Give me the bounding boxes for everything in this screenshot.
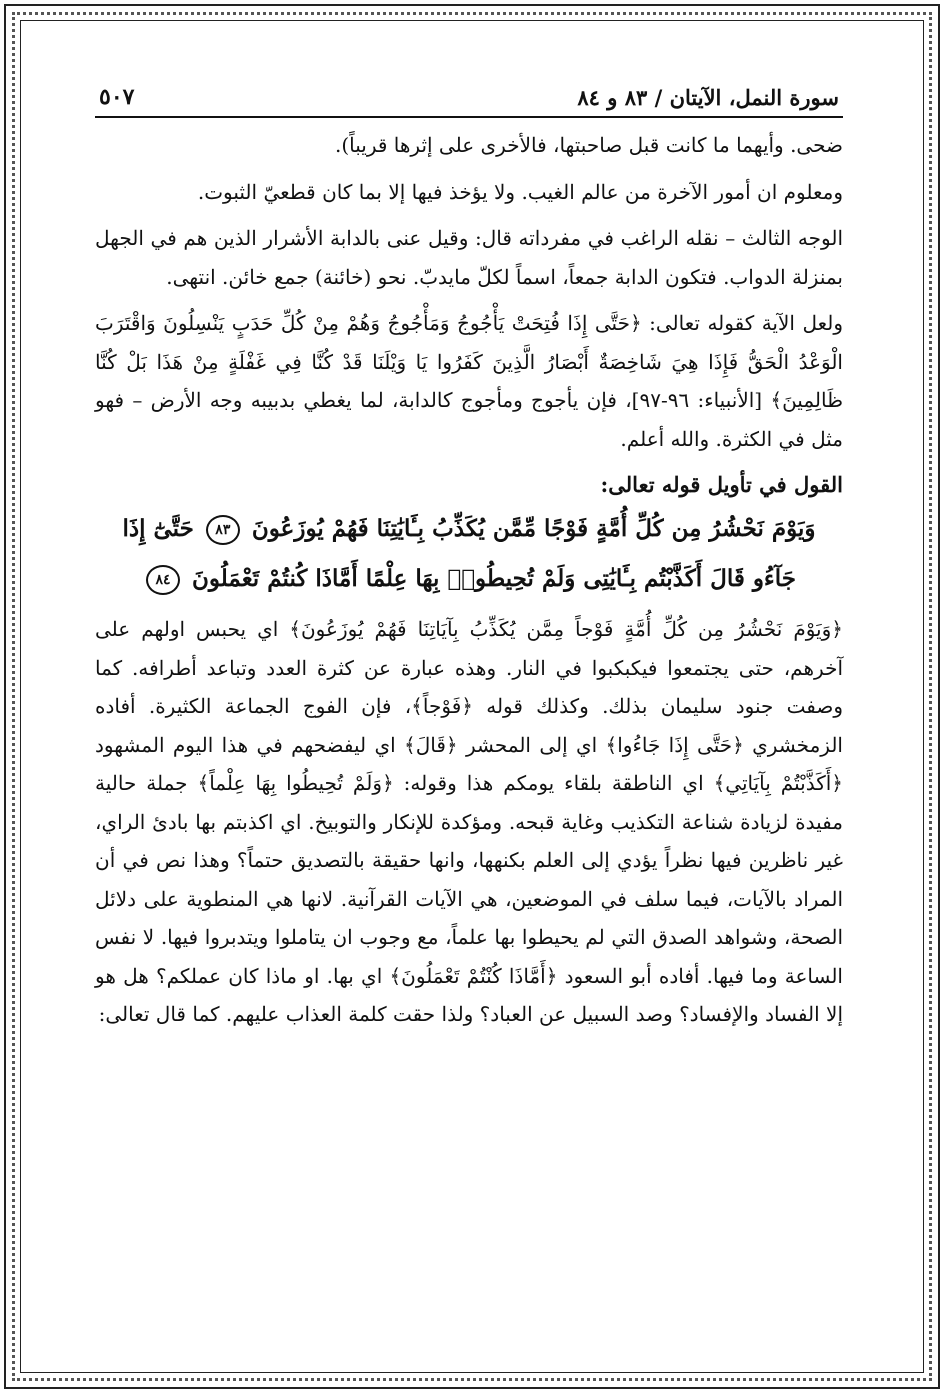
paragraph-4: ولعل الآية كقوله تعالى: ﴿حَتَّى إِذَا فُتِحَتْ يَأْجُوجُ وَمَأْجُوجُ وَهُمْ مِنْ كُلِّ حَدَبٍ يَنْسِلُونَ وَاقْتَرَبَ الْوَعْدُ الْحَقُّ فَإِذَا هِيَ شَاخِصَةٌ أَبْصَارُ الَّذِينَ كَفَرُوا يَا وَيْلَنَا قَدْ كُنَّا فِي غَفْلَةٍ مِنْ هَذَا بَلْ كُنَّا ظَالِمِينَ﴾ [الأنبياء: ٩٦-٩٧]، فإن يأجوج ومأجوج كالدابة، لما يغطي بدبيبه وجه الأرض – فهو مثل في الكثرة. والله أعلم. <box>95 311 843 451</box>
verse-number-84: ٨٤ <box>146 565 180 595</box>
running-title: سورة النمل، الآيتان / ٨٣ و ٨٤ <box>577 85 839 110</box>
tafsir-paragraph: ﴿وَيَوْمَ نَحْشُرُ مِن كُلِّ أُمَّةٍ فَوْجاً مِمَّن يُكَذِّبُ بِآيَاتِنَا فَهُمْ يُوزَعُونَ﴾ اي يحبس اولهم على آخرهم، حتى يجتمعوا فيكبكبوا في النار. وهذه عبارة عن كثرة العدد وتباعد أطرافه. كما وصفت جنود سليمان بذلك. وكذلك قوله ﴿فَوْجاً﴾، فإن الفوج الجماعة الكثيرة. أفاده الزمخشري ﴿حَتَّى إِذَا جَاءُوا﴾ اي إلى المحشر ﴿قَالَ﴾ اي ليفضحهم في هذا اليوم المشهود ﴿أَكَذَّبْتُمْ بِآيَاتِي﴾ اي الناطقة بلقاء يومكم هذا وقوله: ﴿وَلَمْ تُحِيطُوا بِهَا عِلْماً﴾ جملة حالية مفيدة لزيادة شناعة التكذيب وغاية قبحه. ومؤكدة للإنكار والتوبيخ. اي اكذبتم بها بادئ الراي، غير ناظرين فيها نظراً يؤدي إلى العلم بكنهها، وانها حقيقة بالتصديق حتماً؟ وهذا نص في أن المراد بالآيات، فيما سلف في الموضعين، هي الآيات القرآنية. لانها هي المنطوية على دلائل الصحة، وشواهد الصدق التي لم يحيطوا بها علماً، مع وجوب ان يتاملوا ويتدبروا فيها. لا نفس الساعة وما فيها. أفاده أبو السعود ﴿أَمَّاذَا كُنْتُمْ تَعْمَلُونَ﴾ اي بها. او ماذا كان عملكم؟ هل هو إلا الفساد والإفساد؟ وصد السبيل عن العباد؟ ولذا حقت كلمة العذاب عليهم. كما قال تعالى: <box>95 617 844 1026</box>
verse-number-83: ٨٣ <box>206 515 240 545</box>
paragraph-1: ضحى. وأيهما ما كانت قبل صاحبتها، فالأخرى على إثرها قريباً). <box>334 133 843 157</box>
page-number: ٥٠٧ <box>99 84 135 110</box>
verse-text-84: جَآءُو قَالَ أَكَذَّبْتُم بِـَٔايَٰتِى وَلَمْ تُحِيطُوا۟ بِهَا عِلْمًا أَمَّاذَا كُنتُمْ تَعْمَلُونَ <box>192 565 796 592</box>
paragraph-2: ومعلوم ان أمور الآخرة من عالم الغيب. ولا يؤخذ فيها إلا بما كان قطعيّ الثبوت. <box>197 179 843 204</box>
verse-text-83: وَيَوْمَ نَحْشُرُ مِن كُلِّ أُمَّةٍ فَوْجًا مِّمَّن يُكَذِّبُ بِـَٔايَٰتِنَا فَهُمْ يُوزَعُونَ <box>251 515 816 542</box>
quran-verse-line-1 <box>95 504 843 554</box>
page-content <box>95 76 843 1326</box>
verse-text-84-start: حَتَّىٰٓ إِذَا <box>122 515 194 542</box>
section-heading: القول في تأويل قوله تعالى: <box>600 472 843 497</box>
paragraph-3: الوجه الثالث – نقله الراغب في مفرداته قال: وقيل عنى بالدابة الأشرار الذين هم في الجهل بمنزلة الدواب. فتكون الدابة جمعاً، اسماً لكلّ مايدبّ. نحو (خائنة) جمع خائن. انتهى. <box>95 226 843 289</box>
page-header <box>95 76 843 118</box>
quran-verse-line-2 <box>95 554 843 604</box>
